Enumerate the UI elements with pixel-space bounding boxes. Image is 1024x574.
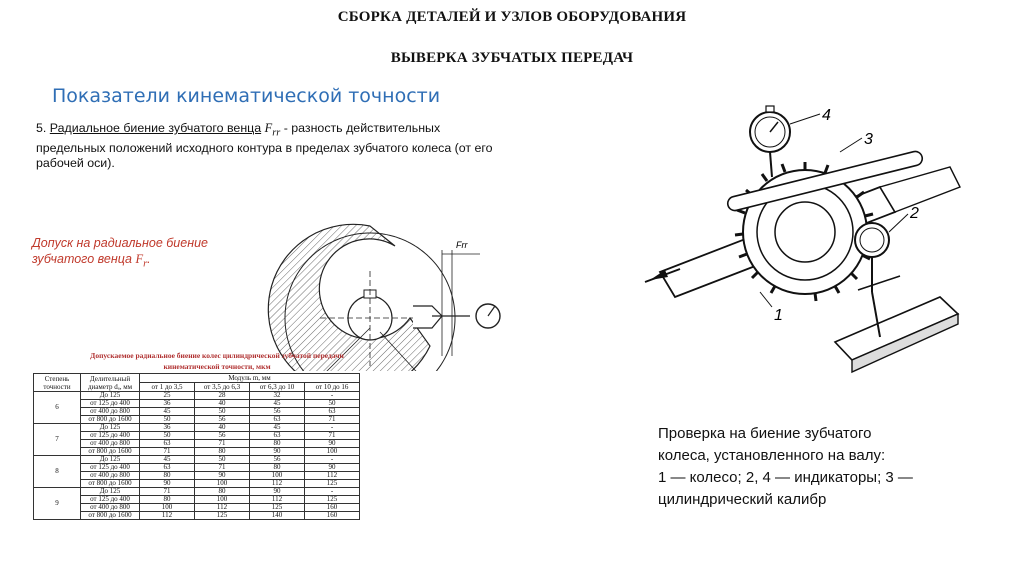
value-cell: 112 (195, 504, 250, 512)
value-cell: 90 (305, 440, 360, 448)
callout-4: 4 (822, 107, 831, 124)
diameter-cell: от 400 до 800 (81, 504, 140, 512)
value-cell: 56 (250, 408, 305, 416)
table-row (34, 472, 360, 480)
value-cell: 90 (305, 464, 360, 472)
value-cell: 90 (140, 480, 195, 488)
diameter-cell: от 800 до 1600 (81, 448, 140, 456)
table-row (34, 424, 360, 432)
value-cell: 71 (140, 448, 195, 456)
value-cell: - (305, 456, 360, 464)
table-row (34, 440, 360, 448)
tooth-probe (413, 306, 442, 328)
value-cell: 80 (140, 472, 195, 480)
value-cell: 100 (305, 448, 360, 456)
table-row (34, 448, 360, 456)
value-cell: 36 (140, 400, 195, 408)
value-cell: 80 (140, 496, 195, 504)
value-cell: 71 (305, 432, 360, 440)
value-cell: - (305, 488, 360, 496)
definition-number: 5. (36, 121, 47, 135)
kinematic-accuracy-panel (30, 76, 504, 372)
frr-label: Frr (456, 240, 468, 250)
gear-check-illustration (640, 92, 980, 392)
value-cell: 112 (305, 472, 360, 480)
value-cell: 100 (195, 496, 250, 504)
value-cell: 63 (250, 432, 305, 440)
diameter-cell: До 125 (81, 488, 140, 496)
value-cell: 45 (250, 424, 305, 432)
value-cell: 125 (305, 496, 360, 504)
degree-cell: 9 (34, 488, 81, 520)
value-cell: 90 (195, 472, 250, 480)
value-cell: 56 (250, 456, 305, 464)
diameter-cell: от 400 до 800 (81, 472, 140, 480)
callout-1: 1 (774, 307, 783, 324)
value-cell: 40 (195, 424, 250, 432)
value-cell: 90 (250, 448, 305, 456)
value-cell: 63 (140, 464, 195, 472)
value-cell: 80 (195, 448, 250, 456)
value-cell: 100 (195, 480, 250, 488)
callout-2: 2 (910, 205, 919, 222)
table-row (34, 432, 360, 440)
value-cell: 71 (195, 464, 250, 472)
diameter-cell: До 125 (81, 424, 140, 432)
diameter-cell: от 800 до 1600 (81, 512, 140, 520)
value-cell: 45 (140, 408, 195, 416)
diameter-cell: от 125 до 400 (81, 432, 140, 440)
runout-diagram (220, 156, 510, 371)
col-m3: от 6,3 до 10 (250, 383, 305, 392)
table-row (34, 464, 360, 472)
degree-cell: 7 (34, 424, 81, 456)
page-subtitle: ВЫВЕРКА ЗУБЧАТЫХ ПЕРЕДАЧ (390, 50, 634, 66)
value-cell: - (305, 392, 360, 400)
table-row (34, 496, 360, 504)
table-row (34, 400, 360, 408)
illustration-caption: Проверка на биение зубчатого колеса, установленного на валу: 1 — колесо; 2, 4 — индикаторы; 3 — цилиндрический калибр (658, 425, 913, 508)
col-degree: Степень точности (34, 374, 81, 392)
definition-symbol: $F_{rr}$ (264, 121, 281, 139)
value-cell: 50 (305, 400, 360, 408)
table-caption-2: кинематической точности, мкм (163, 362, 271, 371)
value-cell: 80 (250, 464, 305, 472)
col-m4: от 10 до 16 (305, 383, 360, 392)
value-cell: - (305, 424, 360, 432)
diameter-cell: от 125 до 400 (81, 496, 140, 504)
value-cell: 80 (195, 488, 250, 496)
value-cell: 36 (140, 424, 195, 432)
diameter-cell: от 400 до 800 (81, 440, 140, 448)
diameter-cell: До 125 (81, 456, 140, 464)
value-cell: 125 (250, 504, 305, 512)
section-title: Показатели кинематической точности (52, 85, 441, 107)
value-cell: 125 (305, 480, 360, 488)
runout-tolerance-table (33, 373, 360, 520)
tech-axis-label (425, 370, 497, 371)
value-cell: 63 (250, 416, 305, 424)
value-cell: 56 (195, 432, 250, 440)
value-cell: 140 (250, 512, 305, 520)
value-cell: 28 (195, 392, 250, 400)
value-cell: 63 (305, 408, 360, 416)
diameter-cell: До 125 (81, 392, 140, 400)
value-cell: 50 (140, 416, 195, 424)
value-cell: 71 (195, 440, 250, 448)
diameter-cell: от 400 до 800 (81, 408, 140, 416)
table-row (34, 392, 360, 400)
value-cell: 63 (140, 440, 195, 448)
value-cell: 50 (195, 408, 250, 416)
value-cell: 90 (250, 488, 305, 496)
diameter-cell: от 125 до 400 (81, 464, 140, 472)
value-cell: 100 (140, 504, 195, 512)
degree-cell: 6 (34, 392, 81, 424)
diameter-cell: от 125 до 400 (81, 400, 140, 408)
value-cell: 45 (140, 456, 195, 464)
value-cell: 56 (195, 416, 250, 424)
table-row (34, 408, 360, 416)
tolerance-label: Допуск на радиальное биение зубчатого венца $F_r$. (32, 236, 208, 270)
table-row (34, 416, 360, 424)
diameter-cell: от 800 до 1600 (81, 416, 140, 424)
col-module: Модуль m, мм (140, 374, 360, 383)
col-m1: от 1 до 3,5 (140, 383, 195, 392)
value-cell: 71 (140, 488, 195, 496)
value-cell: 50 (195, 456, 250, 464)
degree-cell: 8 (34, 456, 81, 488)
value-cell: 160 (305, 512, 360, 520)
value-cell: 112 (250, 496, 305, 504)
table-row (34, 512, 360, 520)
diameter-cell: от 800 до 1600 (81, 480, 140, 488)
value-cell: 112 (250, 480, 305, 488)
col-m2: от 3,5 до 6,3 (195, 383, 250, 392)
value-cell: 80 (250, 440, 305, 448)
value-cell: 32 (250, 392, 305, 400)
table-row (34, 488, 360, 496)
definition-term: Радиальное биение зубчатого венца (49, 121, 262, 135)
value-cell: 71 (305, 416, 360, 424)
value-cell: 40 (195, 400, 250, 408)
col-diameter: Делительный диаметр dₐ, мм (81, 374, 140, 392)
value-cell: 125 (195, 512, 250, 520)
callout-3: 3 (864, 131, 873, 148)
value-cell: 25 (140, 392, 195, 400)
value-cell: 45 (250, 400, 305, 408)
page-title: СБОРКА ДЕТАЛЕЙ И УЗЛОВ ОБОРУДОВАНИЯ (337, 9, 687, 25)
value-cell: 50 (140, 432, 195, 440)
value-cell: 100 (250, 472, 305, 480)
value-cell: 160 (305, 504, 360, 512)
table-caption: Допускаемое радиальное биение колес цилиндрической зубчатой передачи (90, 351, 344, 360)
table-row (34, 456, 360, 464)
definition-rest: - разность действительных предельных положений исходного контура в пределах зубчатого колеса (от его рабочей оси). (36, 121, 493, 171)
table-row (34, 480, 360, 488)
table-row (34, 504, 360, 512)
value-cell: 112 (140, 512, 195, 520)
